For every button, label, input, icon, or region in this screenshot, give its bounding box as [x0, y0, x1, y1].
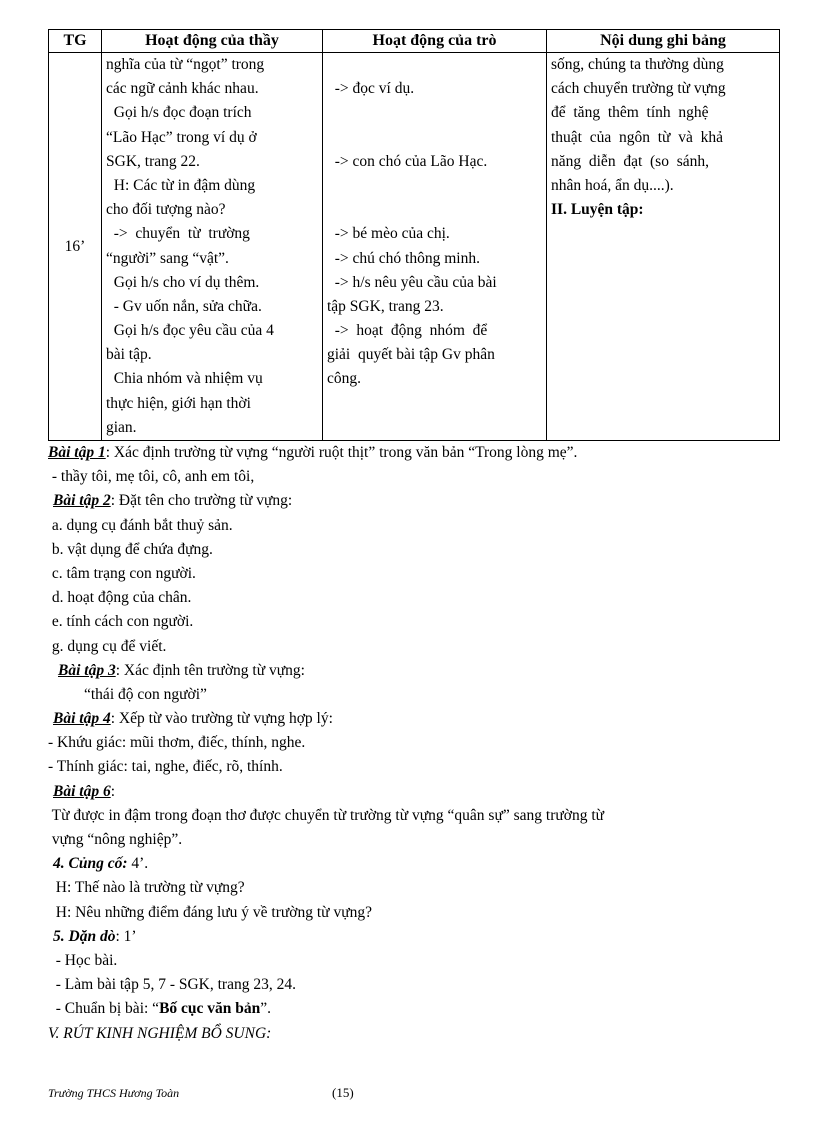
teacher-line: H: Các từ in đậm dùng	[106, 176, 256, 194]
page-number: (15)	[332, 1085, 354, 1100]
header-tg: TG	[49, 30, 102, 53]
teacher-line: Gọi h/s cho ví dụ thêm.	[106, 273, 260, 291]
bt2-item-g: g. dụng cụ để viết.	[48, 637, 167, 655]
teacher-line: Chia nhóm và nhiệm vụ	[106, 370, 263, 388]
bt2-line	[48, 489, 788, 513]
student-line	[327, 198, 542, 222]
student-line: -> con chó của Lão Hạc.	[327, 152, 488, 170]
header-teacher: Hoạt động của thầy	[102, 30, 323, 53]
teacher-line: -> chuyển từ trường	[106, 225, 250, 243]
student-line	[327, 101, 542, 125]
bt1-line	[48, 441, 788, 465]
board-line: cách chuyển trường từ vựng	[551, 80, 726, 98]
student-line: công.	[327, 370, 362, 388]
teacher-line: cho đối tượng nào?	[106, 201, 226, 219]
student-line: -> h/s nêu yêu cầu của bài	[327, 273, 497, 291]
board-line: năng diễn đạt (so sánh,	[551, 152, 709, 170]
bt6-text-2: vựng “nông nghiệp”.	[48, 831, 183, 848]
student-line: -> hoạt động nhóm để	[327, 322, 488, 340]
cungco-question-2: H: Nêu những điểm đáng lưu ý về trường từ vựng?	[48, 903, 372, 921]
student-line	[327, 174, 542, 198]
header-board: Nội dung ghi bảng	[547, 30, 780, 53]
teacher-line: - Gv uốn nắn, sửa chữa.	[106, 297, 262, 315]
bt2-item-b: b. vật dụng để chứa đựng.	[48, 540, 213, 558]
teacher-line: thực hiện, giới hạn thời	[106, 394, 251, 412]
bt4-line	[48, 707, 788, 731]
student-cell	[323, 53, 547, 441]
teacher-line: “người” sang “vật”.	[106, 249, 229, 267]
table-header-row	[49, 30, 780, 53]
student-line: giải quyết bài tập Gv phân	[327, 346, 495, 364]
bt6-line	[48, 780, 788, 804]
board-line: sống, chúng ta thường dùng	[551, 56, 724, 73]
dando-time: : 1’	[115, 927, 137, 945]
bt2-item-a: a. dụng cụ đánh bắt thuỷ sản.	[48, 516, 233, 534]
chuanbi-line	[48, 997, 788, 1021]
board-line: II. Luyện tập:	[551, 201, 644, 219]
bt3-line	[48, 659, 788, 683]
footer-school: Trường THCS Hương Toàn	[48, 1086, 180, 1100]
table-row	[49, 53, 780, 441]
bt2-label: Bài tập 2	[53, 492, 111, 510]
bt4-item-smell: - Khứu giác: mũi thơm, điếc, thính, nghe.	[48, 734, 306, 752]
student-line	[327, 126, 542, 150]
chuanbi-suffix: ”.	[260, 1000, 272, 1018]
lesson-table	[48, 29, 780, 441]
board-line: nhân hoá, ẩn dụ....).	[551, 176, 674, 194]
teacher-line: Gọi h/s đọc đoạn trích	[106, 104, 252, 122]
bt6-text-1: Từ được in đậm trong đoạn thơ được chuyển từ trường từ vựng “quân sự” sang trường từ	[48, 806, 605, 824]
cungco-label: 4. Củng cố:	[53, 855, 128, 873]
teacher-line: Gọi h/s đọc yêu cầu của 4	[106, 322, 274, 340]
bt4-text: : Xếp từ vào trường từ vựng hợp lý:	[110, 710, 333, 728]
bt1-text: : Xác định trường từ vựng “người ruột thịt” trong văn bản “Trong lòng mẹ”.	[105, 444, 578, 461]
dando-item-2: - Làm bài tập 5, 7 - SGK, trang 23, 24.	[48, 976, 296, 994]
teacher-line: SGK, trang 22.	[106, 152, 200, 170]
header-student: Hoạt động của trò	[323, 30, 547, 53]
bt2-text: : Đặt tên cho trường từ vựng:	[110, 492, 293, 510]
exercise-section	[48, 441, 788, 1046]
bt6-label: Bài tập 6	[53, 782, 111, 800]
student-line: -> bé mèo của chị.	[327, 225, 450, 243]
board-line: để tăng thêm tính nghệ	[551, 104, 709, 122]
rut-kinh-nghiem: V. RÚT KINH NGHIỆM BỔ SUNG:	[48, 1024, 272, 1042]
bt4-item-hearing: - Thính giác: tai, nghe, điếc, rõ, thính.	[48, 758, 283, 776]
teacher-line: các ngữ cảnh khác nhau.	[106, 80, 259, 98]
tg-cell: 16’	[49, 53, 102, 441]
bt1-answer: - thầy tôi, mẹ tôi, cô, anh em tôi,	[48, 468, 255, 486]
bt3-label: Bài tập 3	[58, 661, 116, 679]
cungco-time: 4’.	[127, 855, 149, 873]
student-line: tập SGK, trang 23.	[327, 297, 444, 315]
cungco-question-1: H: Thế nào là trường từ vựng?	[48, 879, 245, 897]
teacher-line: bài tập.	[106, 346, 152, 364]
bt2-item-e: e. tính cách con người.	[48, 613, 194, 631]
dando-line	[48, 925, 788, 949]
teacher-line: gian.	[106, 418, 137, 436]
teacher-line: nghĩa của từ “ngọt” trong	[106, 56, 265, 73]
bt3-answer: “thái độ con người”	[84, 685, 207, 703]
dando-item-1: - Học bài.	[48, 951, 118, 969]
dando-label: 5. Dặn dò	[53, 927, 116, 945]
bt6-colon: :	[110, 782, 116, 800]
student-line: -> chú chó thông minh.	[327, 249, 480, 267]
bt4-label: Bài tập 4	[53, 710, 111, 728]
bt2-item-d: d. hoạt động của chân.	[48, 589, 192, 607]
chuanbi-title: Bố cục văn bản	[159, 1000, 261, 1018]
bt1-label: Bài tập 1	[48, 444, 106, 461]
student-line	[327, 53, 542, 77]
cungco-line	[48, 852, 788, 876]
board-cell	[547, 53, 780, 441]
board-line: thuật của ngôn từ và khả	[551, 128, 723, 146]
bt3-text: : Xác định tên trường từ vựng:	[115, 661, 305, 679]
teacher-line: “Lão Hạc” trong ví dụ ở	[106, 128, 257, 146]
student-line: -> đọc ví dụ.	[327, 80, 415, 98]
chuanbi-prefix: - Chuẩn bị bài: “	[48, 1000, 160, 1018]
bt2-item-c: c. tâm trạng con người.	[48, 564, 196, 582]
teacher-cell	[102, 53, 323, 441]
